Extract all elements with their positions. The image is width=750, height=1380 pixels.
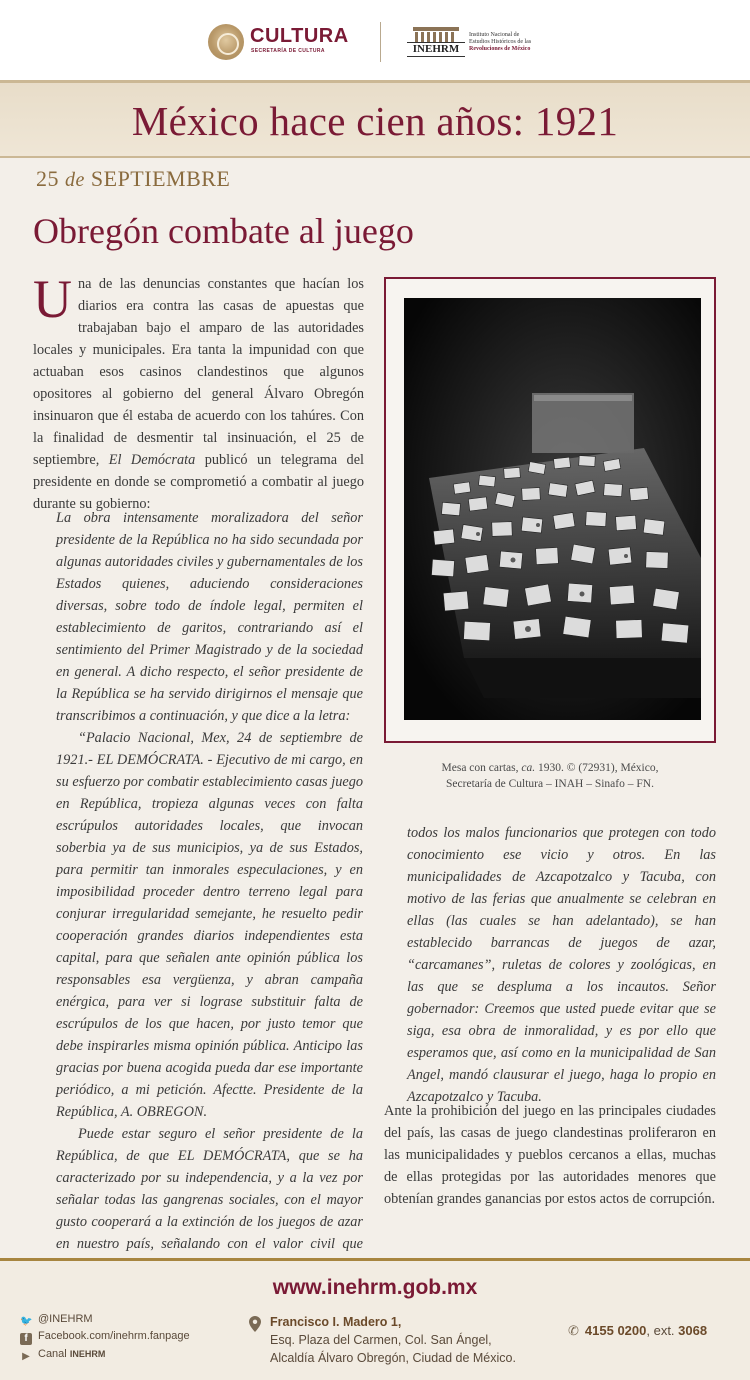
intro-paragraph <box>33 269 365 515</box>
cards-table-photo[interactable] <box>404 298 701 720</box>
intro-end-text: publicó un telegrama del presidente en donde se comprometió a combatir al juego durante su gobierno: <box>33 452 365 512</box>
phone-ext: 3068 <box>678 1323 708 1338</box>
caption-text: Mesa con cartas, <box>441 762 519 774</box>
quote-paragraph: Puede estar seguro el señor presidente de la República, de que EL DEMÓCRATA, que se ha caracterizado por su independencia, y a la vez por señalar todas las gangrenas sociales, con el mayor gusto cooperará a la extinción de los juegos de azar en nuestro país, señalando con el valor civil que <box>56 1126 363 1252</box>
quote-column-left <box>56 507 363 1277</box>
address-line: Alcaldía Álvaro Obregón, Ciudad de México. <box>270 1351 516 1365</box>
top-header <box>0 0 750 80</box>
youtube-icon: ▶ <box>22 1351 30 1362</box>
title-banner <box>0 80 750 158</box>
facebook-icon: f <box>20 1333 32 1345</box>
institute-line: Estudios Históricos de las <box>469 39 532 45</box>
caption-ca: ca. <box>521 762 536 774</box>
institute-line: Instituto Nacional de <box>469 32 520 38</box>
logo-divider <box>380 22 381 62</box>
phone-ext-label: , ext. <box>646 1323 675 1338</box>
twitter-icon: 🐦 <box>20 1316 33 1327</box>
caption-line-2: Secretaría de Cultura – INAH – Sinafo – FN. <box>446 778 654 790</box>
twitter-handle: @INEHRM <box>38 1313 93 1325</box>
photo-frame <box>384 277 716 743</box>
institute-name <box>469 32 549 53</box>
closing-text: Ante la prohibición del juego en las principales ciudades del país, las casas de juego clandestinas proliferaron en las municipalidades y pueblos cercanos a ellas, muchas de ellas protegidas por las autoridades menores que obtenían grandes ganancias por estos actos de corrupción. <box>384 1103 716 1207</box>
phone-block[interactable] <box>568 1323 707 1339</box>
article-title: Obregón combate al juego <box>33 211 414 251</box>
closing-paragraph <box>384 1100 716 1210</box>
inehrm-logo[interactable] <box>407 27 547 59</box>
quote-column-right <box>407 822 716 1108</box>
cultura-logo[interactable] <box>208 24 368 60</box>
national-seal-icon <box>208 24 244 60</box>
date-month: SEPTIEMBRE <box>90 166 231 191</box>
drop-cap: U <box>33 269 72 329</box>
facebook-url: Facebook.com/inehrm.fanpage <box>38 1330 190 1342</box>
quote-paragraph: La obra intensamente moralizadora del señor presidente de la República no ha sido secundada por algunas autoridades civiles y gubernamentales de los Estados quienes, aduciendo consideraciones diversas, sobre todo de índole legal, permiten el establecimiento de garitos, contrariando así el sentimiento del Primer Magistrado y de la sociedad en general. A dicho respecto, el señor presidente de la República se ha servido dirigirnos el mensaje que transcribimos a continuación, y que dice a la letra: <box>56 510 363 724</box>
youtube-label: Canal <box>38 1348 67 1360</box>
institute-line: Revoluciones de México <box>469 46 531 52</box>
date-day: 25 <box>36 166 59 191</box>
youtube-link[interactable] <box>20 1348 105 1363</box>
left-column <box>33 269 365 515</box>
inehrm-label: INEHRM <box>407 42 465 57</box>
date-de: de <box>65 169 85 191</box>
youtube-channel: INEHRM <box>69 1349 106 1359</box>
phone-number: 4155 0200 <box>584 1323 647 1338</box>
quote-telegram: “Palacio Nacional, Mex, 24 de septiembre de 1921.- EL DEMÓCRATA. - Ejecutivo de mi cargo, en su esfuerzo por combatir establecimiento casas juego en República, tropieza algunas veces con falta escrúpulos autoridades locales, que invocan soberbia ya de sus municipios, ya de sus Estados, para permitir tan inmorales especulaciones, y en imposibilidad proceder dentro terreno legal para conjurar irregularidad semejante, he resuelto pedir cooperación grandes diarios independientes esta capital, para que señalen ante opinión pública los responsables esa vergüenza, y abran campaña enérgica, para ver si lograse substituir falta de escrúpulos de los que hacen, por justo temor que debe inspirarles misma opinión pública. Anticipo las gracias por buena acogida pueda dar ese importante periódico, a mi petición. Afectte. Presidente de la República, A. OBREGON. <box>56 730 363 1120</box>
address-block <box>270 1313 516 1367</box>
location-pin-icon <box>249 1316 261 1332</box>
photo-illustration <box>404 298 701 720</box>
caption-line-1 <box>384 760 716 776</box>
twitter-link[interactable] <box>20 1313 93 1328</box>
website-link[interactable]: www.inehrm.gob.mx <box>272 1276 478 1299</box>
cultura-sub-label: SECRETARÍA DE CULTURA <box>251 48 325 54</box>
address-street: Francisco I. Madero 1, <box>270 1315 402 1329</box>
facebook-link[interactable] <box>20 1330 190 1345</box>
phone-icon: ✆ <box>568 1323 579 1338</box>
building-icon <box>407 27 465 57</box>
quote-continuation: todos los malos funcionarios que protegen con todo conocimiento ese vicio y otros. En las municipalidades de Azcapotzalco y Tacuba, con motivo de las ferias que anualmente se celebran en ellas (las cuales se han adelantado), se han establecido barrancas de juegos de azar, “carcamanes”, ruletas de colores y zoológicas, en las que se despluma a los incautos. Señor gobernador: Creemos que usted puede evitar que se siga, esa obra de inmoralidad, y es por ello que esperamos que, así como en la municipalidad de San Angel, mandó clausurar el juego, haga lo propio en Azcapotzalco y Tacuba. <box>407 825 716 1105</box>
footer <box>0 1258 750 1380</box>
page-title: México hace cien años: 1921 <box>131 98 619 144</box>
address-line: Esq. Plaza del Carmen, Col. San Ángel, <box>270 1333 492 1347</box>
photo-caption <box>384 760 716 792</box>
article-date <box>36 166 230 192</box>
cultura-label: CULTURA <box>250 25 349 47</box>
newspaper-name: El Demócrata <box>108 452 196 468</box>
intro-text: na de las denuncias constantes que hacían los diarios era contra las casas de apuestas que trabajaban bajo el amparo de las autoridades locales y municipales. Era tanta la impunidad con que actuaban esos casinos clandestinos que algunos opositores al gobierno del general Álvaro Obregón insinuaron que él estaba de acuerdo con los tahúres. Con la finalidad de desmentir tal insinuación, el 25 de septiembre, <box>33 276 364 468</box>
caption-text: 1930. © (72931), México, <box>537 762 659 774</box>
